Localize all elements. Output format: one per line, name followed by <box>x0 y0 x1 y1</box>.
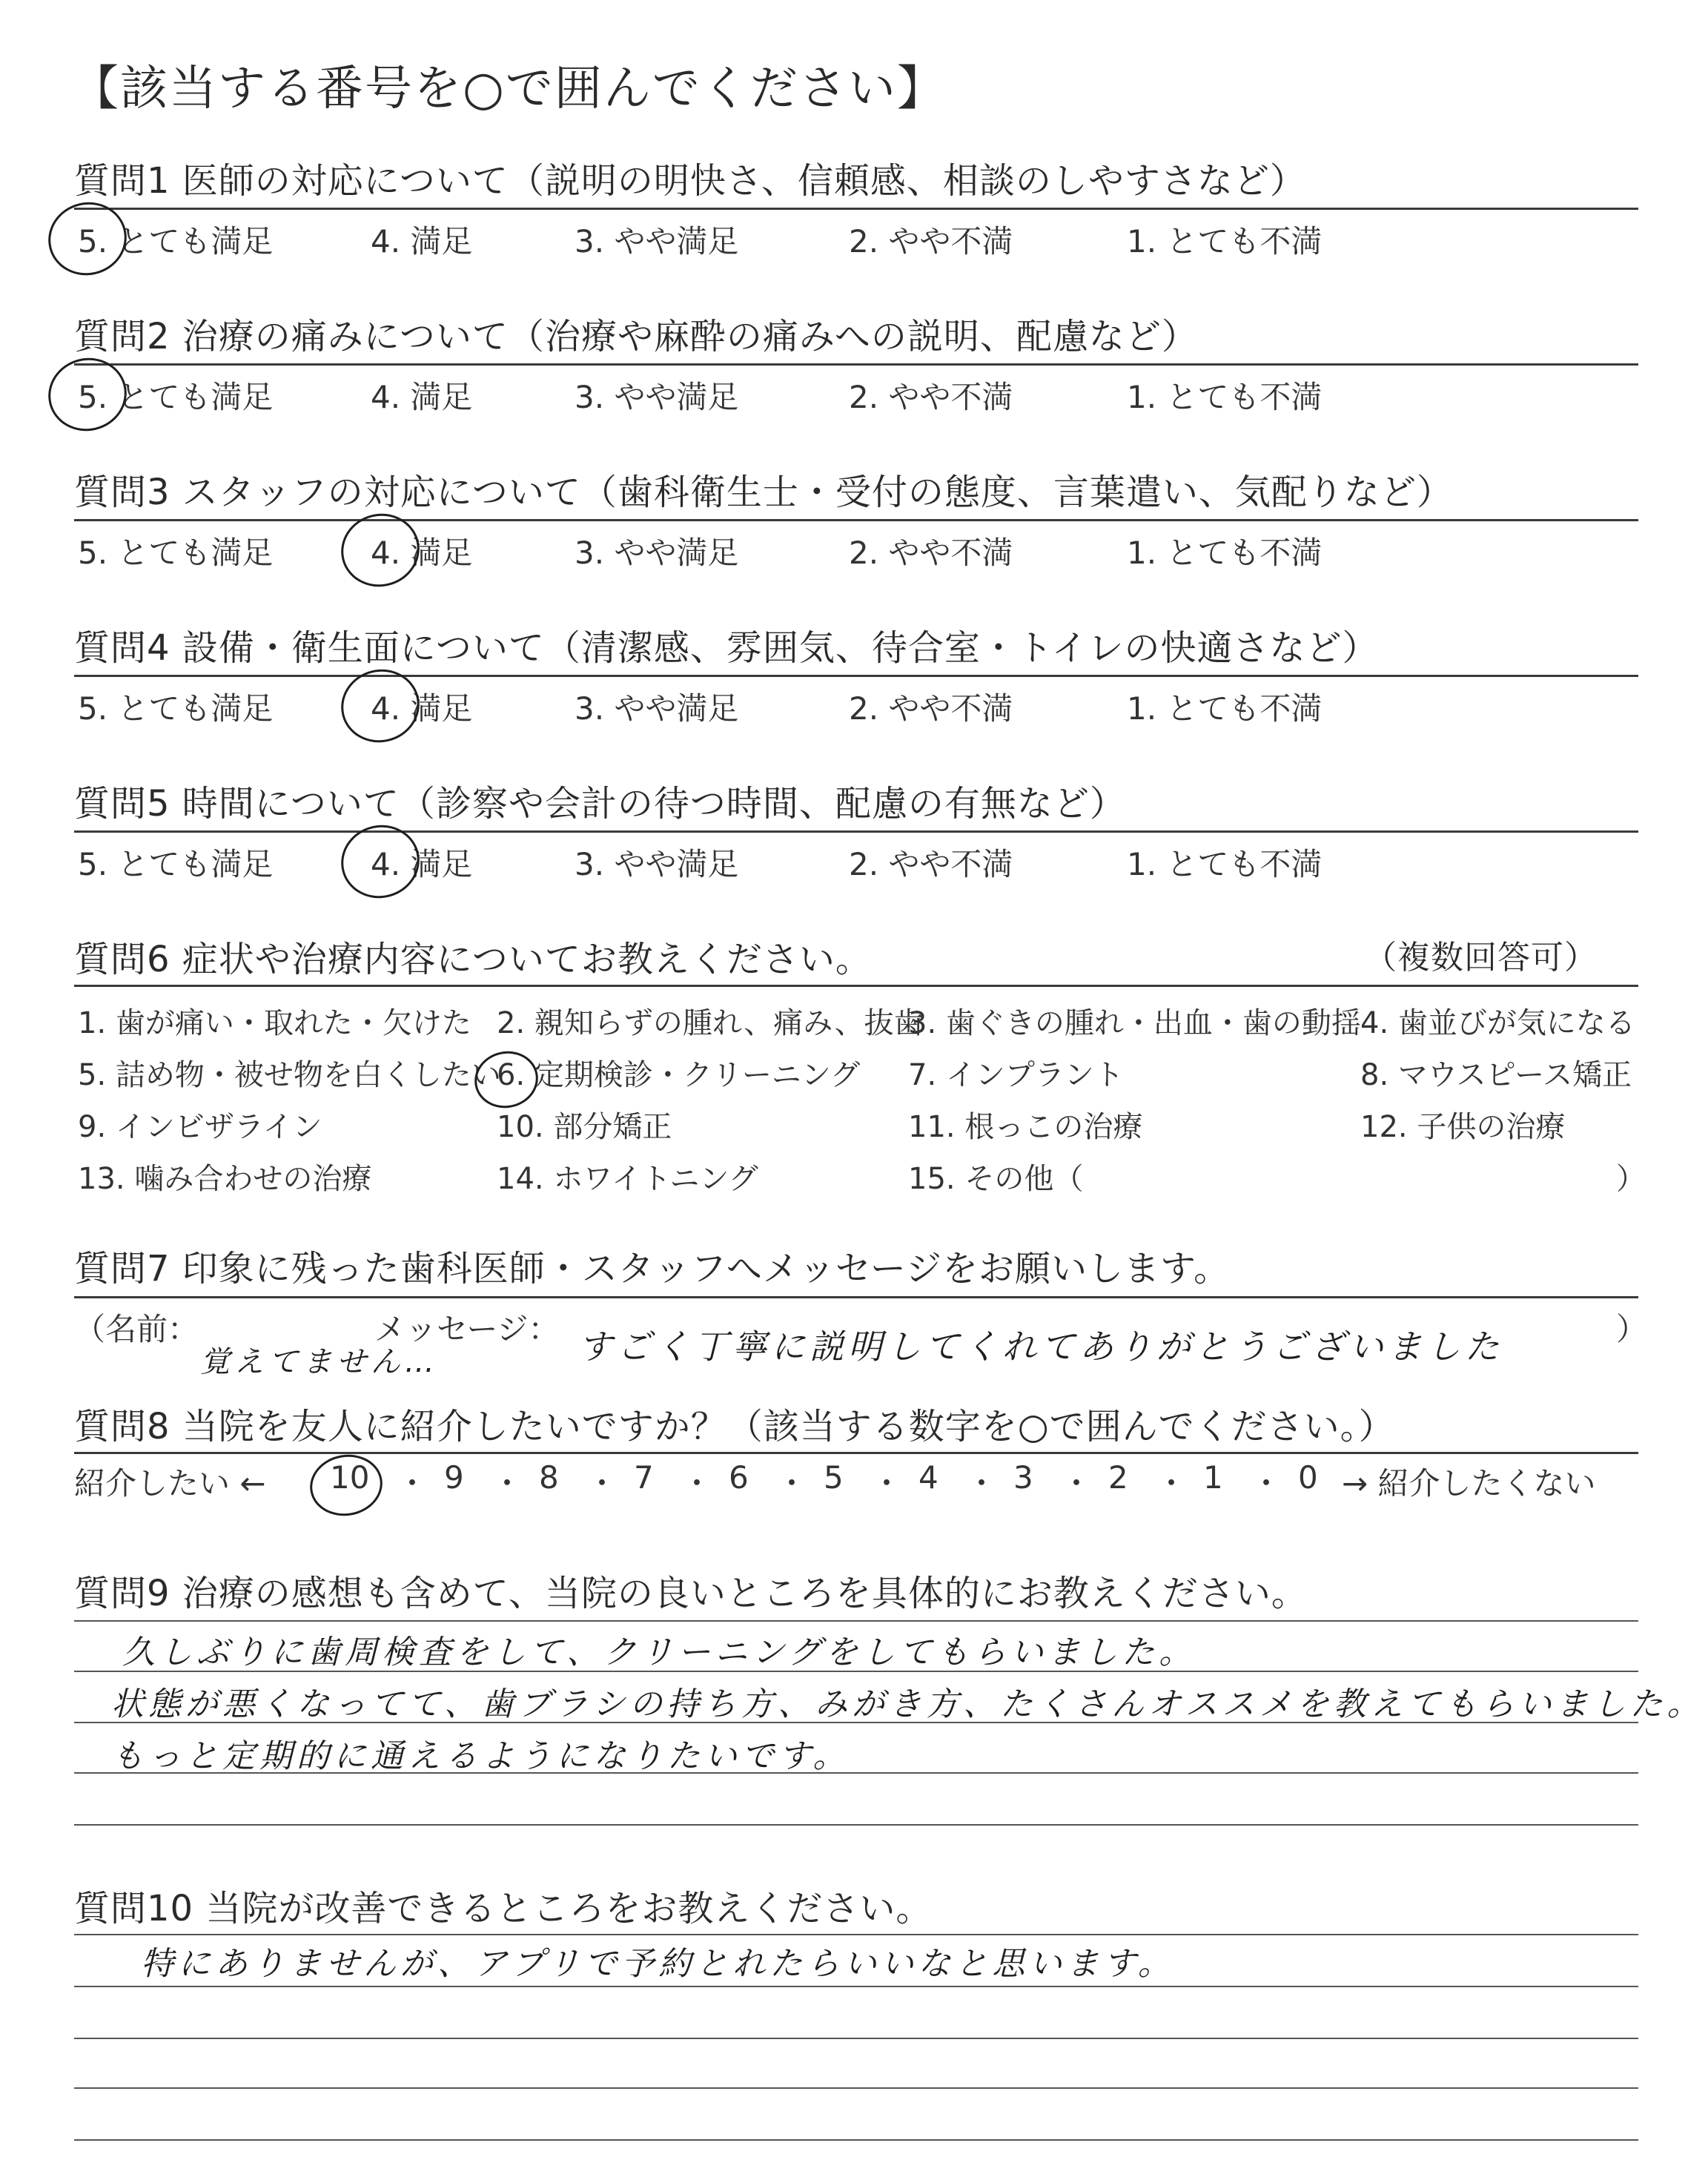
q3-option-1[interactable]: 1. とても不満 <box>1127 535 1323 571</box>
q9-title: 質問9 治療の感想も含めて、当院の良いところを具体的にお教えください。 <box>74 1573 1308 1614</box>
page-title: 【該当する番号を○で囲んでください】 <box>71 62 946 116</box>
q3-option-4[interactable]: 4. 満足 <box>371 535 473 571</box>
q4-option-5[interactable]: 5. とても満足 <box>78 690 274 727</box>
q7-message-handwritten: すごく丁寧に説明してくれてありがとうございました <box>578 1327 1503 1367</box>
q3-rule <box>74 519 1638 521</box>
q5-title: 質問5 時間について（診察や会計の待つ時間、配慮の有無など） <box>74 783 1126 825</box>
q6-option-11[interactable]: 11. 根っこの治療 <box>908 1110 1143 1144</box>
q9-handwritten-line: 状態が悪くなってて、歯ブラシの持ち方、みがき方、たくさんオススメを教えてもらいました。 <box>111 1685 1704 1723</box>
q8-scale-3[interactable]: 3 <box>1013 1459 1033 1496</box>
q8-scale-separator: ・ <box>586 1465 618 1502</box>
q2-title: 質問2 治療の痛みについて（治療や麻酔の痛みへの説明、配慮など） <box>74 316 1198 357</box>
q6-option-3[interactable]: 3. 歯ぐきの腫れ・出血・歯の動揺 <box>908 1006 1361 1040</box>
q8-title: 質問8 当院を友人に紹介したいですか？（該当する数字を○で囲んでください。） <box>74 1406 1395 1447</box>
q8-scale-separator: ・ <box>1061 1465 1093 1502</box>
q8-right-label: → 紹介したくない <box>1342 1465 1596 1502</box>
q8-scale-2[interactable]: 2 <box>1108 1459 1128 1496</box>
q6-note: （複数回答可） <box>1364 939 1598 977</box>
q8-rule <box>74 1452 1638 1454</box>
q7-message-label: メッセージ： <box>374 1311 560 1347</box>
q5-option-5[interactable]: 5. とても満足 <box>78 846 274 882</box>
q8-left-label: 紹介したい ← <box>74 1465 266 1502</box>
q8-scale-separator: ・ <box>397 1465 428 1502</box>
q4-rule <box>74 675 1638 677</box>
q8-scale-8[interactable]: 8 <box>539 1459 559 1496</box>
q6-option-13[interactable]: 13. 噛み合わせの治療 <box>78 1162 372 1196</box>
q9-handwritten-line: 久しぶりに歯周検査をして、クリーニングをしてもらいました。 <box>122 1634 1196 1671</box>
q5-option-3[interactable]: 3. やや満足 <box>575 846 739 882</box>
q1-option-4[interactable]: 4. 満足 <box>371 223 473 260</box>
q10-ruled-line <box>74 1934 1638 1935</box>
q4-option-2[interactable]: 2. やや不満 <box>849 690 1013 727</box>
q3-option-2[interactable]: 2. やや不満 <box>849 535 1013 571</box>
q8-scale-4[interactable]: 4 <box>918 1459 939 1496</box>
q3-option-3[interactable]: 3. やや満足 <box>575 535 739 571</box>
q8-scale-separator: ・ <box>776 1465 808 1502</box>
q7-name-handwritten: 覚えてません… <box>200 1345 439 1379</box>
q8-scale-6[interactable]: 6 <box>729 1459 749 1496</box>
q8-scale-7[interactable]: 7 <box>634 1459 654 1496</box>
q5-option-4[interactable]: 4. 満足 <box>371 846 473 882</box>
q1-rule <box>74 208 1638 210</box>
q1-option-2[interactable]: 2. やや不満 <box>849 223 1013 260</box>
q8-scale-5[interactable]: 5 <box>824 1459 844 1496</box>
q2-rule <box>74 363 1638 366</box>
q6-option-5[interactable]: 5. 詰め物・被せ物を白くしたい <box>78 1058 501 1092</box>
q8-scale-separator: ・ <box>1156 1465 1188 1502</box>
q10-ruled-line <box>74 2139 1638 2141</box>
q5-option-1[interactable]: 1. とても不満 <box>1127 846 1323 882</box>
q2-option-1[interactable]: 1. とても不満 <box>1127 379 1323 415</box>
q8-scale-separator: ・ <box>681 1465 713 1502</box>
q6-option-1[interactable]: 1. 歯が痛い・取れた・欠けた <box>78 1006 471 1040</box>
q4-option-1[interactable]: 1. とても不満 <box>1127 690 1323 727</box>
q9-ruled-line <box>74 1620 1638 1622</box>
q5-option-2[interactable]: 2. やや不満 <box>849 846 1013 882</box>
q8-scale-separator: ・ <box>1251 1465 1282 1502</box>
q9-ruled-line <box>74 1824 1638 1826</box>
q4-option-4[interactable]: 4. 満足 <box>371 690 473 727</box>
q6-option-6[interactable]: 6. 定期検診・クリーニング <box>497 1058 861 1092</box>
q6-option-15[interactable]: 15. その他（ <box>908 1162 1084 1196</box>
q6-option-9[interactable]: 9. インビザライン <box>78 1110 322 1144</box>
q3-option-5[interactable]: 5. とても満足 <box>78 535 274 571</box>
q8-scale-9[interactable]: 9 <box>444 1459 464 1496</box>
q7-rule <box>74 1296 1638 1298</box>
q10-ruled-line <box>74 1986 1638 1987</box>
q6-title: 質問6 症状や治療内容についてお教えください。 <box>74 939 872 980</box>
q2-option-2[interactable]: 2. やや不満 <box>849 379 1013 415</box>
q10-handwritten-line: 特にありませんが、アプリで予約とれたらいいなと思います。 <box>141 1945 1175 1983</box>
q6-option-8[interactable]: 8. マウスピース矯正 <box>1360 1058 1632 1092</box>
q1-option-5[interactable]: 5. とても満足 <box>78 223 274 260</box>
q6-option-7[interactable]: 7. インプラント <box>908 1058 1124 1092</box>
q2-option-5[interactable]: 5. とても満足 <box>78 379 274 415</box>
q6-option-10[interactable]: 10. 部分矯正 <box>497 1110 672 1144</box>
q10-ruled-line <box>74 2087 1638 2089</box>
q7-close-paren: ） <box>1616 1311 1648 1347</box>
q7-title: 質問7 印象に残った歯科医師・スタッフへメッセージをお願いします。 <box>74 1248 1231 1289</box>
q2-option-3[interactable]: 3. やや満足 <box>575 379 739 415</box>
q4-title: 質問4 設備・衛生面について（清潔感、雰囲気、待合室・トイレの快適さなど） <box>74 627 1379 669</box>
q8-scale-0[interactable]: 0 <box>1298 1459 1318 1496</box>
q6-option-2[interactable]: 2. 親知らずの腫れ、痛み、抜歯 <box>497 1006 924 1040</box>
q10-ruled-line <box>74 2038 1638 2039</box>
q6-close-paren: ） <box>1616 1162 1646 1196</box>
q5-rule <box>74 830 1638 833</box>
q8-scale-1[interactable]: 1 <box>1203 1459 1223 1496</box>
q1-option-3[interactable]: 3. やや満足 <box>575 223 739 260</box>
q6-option-14[interactable]: 14. ホワイトニング <box>497 1162 758 1196</box>
q6-option-12[interactable]: 12. 子供の治療 <box>1360 1110 1566 1144</box>
q6-option-4[interactable]: 4. 歯並びが気になる <box>1360 1006 1635 1040</box>
q2-option-4[interactable]: 4. 満足 <box>371 379 473 415</box>
q8-scale-separator: ・ <box>871 1465 903 1502</box>
q8-scale-separator: ・ <box>966 1465 998 1502</box>
q4-option-3[interactable]: 3. やや満足 <box>575 690 739 727</box>
q3-title: 質問3 スタッフの対応について（歯科衛生士・受付の態度、言葉遣い、気配りなど） <box>74 472 1453 513</box>
q1-title: 質問1 医師の対応について（説明の明快さ、信頼感、相談のしやすさなど） <box>74 160 1306 202</box>
q8-scale-separator: ・ <box>491 1465 523 1502</box>
q1-option-1[interactable]: 1. とても不満 <box>1127 223 1323 260</box>
q7-name-label: （名前： <box>74 1311 199 1347</box>
q8-scale-10[interactable]: 10 <box>330 1459 370 1496</box>
q10-title: 質問10 当院が改善できるところをお教えください。 <box>74 1888 933 1929</box>
q9-handwritten-line: もっと定期的に通えるようになりたいです。 <box>111 1737 850 1775</box>
q8-selection-circle <box>305 1449 388 1522</box>
q6-rule <box>74 985 1638 987</box>
